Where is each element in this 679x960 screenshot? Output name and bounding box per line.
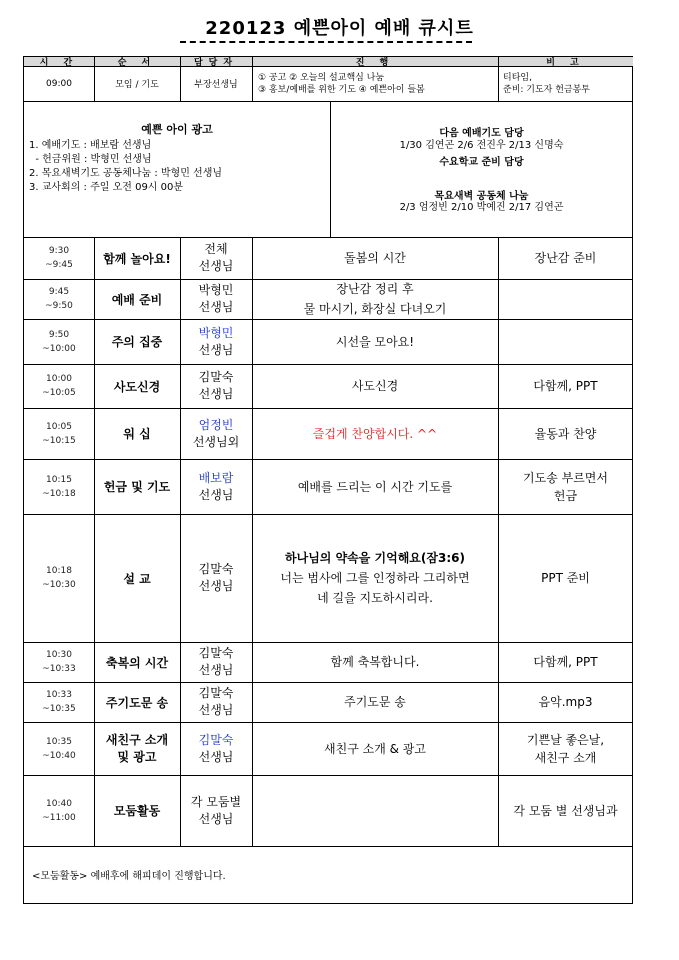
notice-right-text: 1/30 김연곤 2/6 전진우 2/13 신명숙 [399,140,564,151]
row-lead-role: 선생님 [198,387,234,401]
row-lead-name: 김말숙 [198,370,234,384]
row-note [498,775,633,846]
row-note-line: 음악.mp3 [538,695,593,709]
row-time-end: ~11:00 [42,812,76,823]
row-lead-role: 선생님 [198,487,234,502]
grid-line [180,57,181,101]
row-order: 새친구 소개 및 광고 [105,732,169,764]
row-time-end: ~10:00 [42,343,76,354]
row-lead [180,408,252,459]
row-note-line: PPT 준비 [541,571,590,585]
row-time-start: 10:05 [46,421,72,432]
row-lead [180,459,252,514]
grid-line [24,775,633,776]
prep-progress-line: ① 공고 ② 오늘의 설교핵심 나눔 [258,72,385,83]
row-progress [252,682,498,722]
notice-line: - 헌금위원 : 박형민 선생님 [29,154,152,165]
grid-line [24,682,633,683]
row-time-start: 9:50 [48,329,70,340]
row-note [498,237,633,279]
row-lead-name: 각 모둠별 [190,794,242,809]
notice-line: 3. 교사회의 : 주일 오전 09시 00분 [29,182,184,193]
row-time [24,722,94,775]
row-progress [252,237,498,279]
row-progress [252,642,498,682]
notice-right-heading: 수요학교 준비 담당 [439,156,524,168]
row-progress-line: 하나님의 약속을 기억해요(잠3:6) [285,551,465,565]
row-progress-line: 돌봄의 시간 [344,251,406,265]
row-time [24,459,94,514]
row-progress [252,408,498,459]
row-progress-line: 네 길을 지도하시리라. [317,591,433,605]
row-lead-name: 박형민 [198,325,234,340]
row-lead-name: 박형민 [198,283,234,297]
row-time-end: ~10:40 [42,750,76,761]
row-lead [180,514,252,642]
row-note-line: 기쁜날 좋은날, [526,732,605,747]
row-progress [252,459,498,514]
notice-line: 2. 목요새벽기도 공동체나눔 : 박형민 선생님 [29,168,223,179]
notice-right-text: 2/3 엄정빈 2/10 박예진 2/17 김연곤 [399,202,564,213]
row-progress-line: 사도신경 [351,379,399,393]
grid-line [94,57,95,101]
row-note-line: 다함께, PPT [533,379,598,393]
row-order: 함께 놀아요! [103,251,171,266]
header-time: 시 간 [24,57,94,66]
row-note [498,642,633,682]
row-order: 모둠활동 [113,804,161,818]
row-progress-line: 함께 축복합니다. [330,655,420,669]
row-time [24,408,94,459]
row-lead-name: 엄정빈 [198,417,234,432]
grid-line [24,364,633,365]
row-time-start: 10:00 [46,374,72,384]
row-progress-line: 물 마시기, 화장실 다녀오기 [303,302,447,316]
row-lead-role: 선생님 [198,579,234,593]
row-time-end: ~9:50 [45,301,73,311]
row-lead [180,364,252,408]
notice-right-heading: 목요새벽 공동체 나눔 [434,190,529,202]
grid-line [24,101,633,102]
row-lead [180,319,252,364]
prep-note [498,66,633,101]
prep-progress [252,66,498,101]
row-order: 축복의 시간 [105,655,169,670]
row-note-line: 율동과 찬양 [534,426,597,441]
row-note [498,682,633,722]
row-lead [180,279,252,319]
notice-right [330,101,633,237]
title-underline [180,41,472,43]
row-time-start: 9:45 [48,287,70,297]
row-time [24,775,94,846]
row-time-start: 10:15 [46,474,72,485]
row-progress [252,722,498,775]
grid-line [24,279,633,280]
notice-left [24,101,330,237]
cue-sheet-table [23,56,633,904]
row-note-line: 다함께, PPT [533,655,598,669]
grid-line [94,237,95,846]
row-time-start: 10:30 [46,650,72,660]
row-lead-role: 선생님외 [192,434,240,449]
row-time [24,642,94,682]
grid-line [24,66,633,67]
row-lead-name: 김말숙 [198,646,234,660]
row-lead-name: 배보람 [198,470,234,485]
notice-heading: 예쁜 아이 광고 [141,123,213,136]
grid-line [24,408,633,409]
row-time-end: ~9:45 [45,260,73,270]
row-progress [252,775,498,846]
row-lead-name: 김말숙 [198,562,234,576]
row-lead-name: 김말숙 [198,686,234,700]
row-order: 설 교 [123,571,151,586]
row-order: 주의 집중 [111,335,163,349]
header-order: 순 서 [94,57,180,66]
row-lead [180,722,252,775]
row-time [24,682,94,722]
row-note [498,364,633,408]
row-note [498,722,633,775]
grid-line [498,57,499,101]
header-lead: 담당자 [180,57,252,66]
row-lead [180,682,252,722]
row-lead-role: 선생님 [198,342,234,357]
grid-line [180,237,181,846]
row-note [498,279,633,319]
row-order: 헌금 및 기도 [103,480,171,494]
grid-line [252,237,253,846]
row-lead-role: 선생님 [198,749,234,764]
row-order: 사도신경 [113,379,161,394]
row-time [24,514,94,642]
grid-line [330,101,331,237]
row-lead-name: 전체 [204,242,228,256]
row-note [498,319,633,364]
row-note [498,408,633,459]
row-time-end: ~10:33 [42,664,76,674]
row-lead-role: 선생님 [198,811,234,826]
row-time-end: ~10:15 [42,435,76,446]
grid-line [24,514,633,515]
row-progress [252,364,498,408]
row-progress-line: 장난감 정리 후 [336,282,414,296]
notice-line: 1. 예배기도 : 배보람 선생님 [29,140,152,151]
row-time [24,279,94,319]
row-progress [252,279,498,319]
row-lead-role: 선생님 [198,300,234,314]
row-lead-name: 김말숙 [198,732,234,747]
row-time-start: 10:35 [46,736,72,747]
row-progress [252,319,498,364]
row-time-end: ~10:18 [42,488,76,499]
row-progress-line: 시선을 모아요! [335,334,415,349]
header-note: 비 고 [498,57,633,66]
header-progress: 진 행 [252,57,498,66]
row-time-start: 10:33 [46,690,72,700]
row-note-line: 새친구 소개 [534,750,597,765]
page-title: 220123 예쁜아이 예배 큐시트 [205,18,474,39]
row-time-end: ~10:30 [42,580,76,590]
row-progress-line: 즐겁게 찬양합시다. ^^ [312,426,438,441]
prep-time: 09:00 [46,78,72,89]
grid-line [498,237,499,846]
footer-note: <모둠활동> 예배후에 해피데이 진행합니다. [32,870,226,882]
grid-line [24,722,633,723]
row-progress-line: 새친구 소개 & 광고 [324,741,426,756]
prep-order: 모임 / 기도 [115,80,159,90]
prep-note-line: 준비: 기도자 헌금봉투 [503,84,591,95]
row-progress [252,514,498,642]
row-time-end: ~10:35 [42,704,76,714]
row-note-line: 각 모둠 별 선생님과 [513,803,618,818]
row-time-start: 10:40 [46,798,72,809]
row-time-end: ~10:05 [42,388,76,398]
row-order: 워 십 [123,427,151,441]
row-time-start: 10:18 [46,566,72,576]
prep-lead: 부장선생님 [194,80,238,90]
row-note [498,514,633,642]
row-lead [180,237,252,279]
row-lead-role: 선생님 [198,703,234,717]
row-lead-role: 선생님 [198,259,234,273]
row-lead [180,642,252,682]
grid-line [24,319,633,320]
grid-line [24,642,633,643]
row-order: 예배 준비 [111,292,163,307]
grid-line [24,237,633,238]
prep-note-line: 티타임, [503,72,532,83]
row-note-line: 헌금 [553,488,578,503]
row-lead [180,775,252,846]
row-lead-role: 선생님 [198,663,234,677]
row-note-line: 장난감 준비 [534,251,597,265]
prep-progress-line: ③ 홍보/예배를 위한 기도 ④ 예쁜아이 들봄 [258,84,425,95]
grid-line [24,459,633,460]
row-progress-line: 너는 범사에 그를 인정하라 그리하면 [280,571,470,585]
row-time [24,237,94,279]
row-note-line: 기도송 부르면서 [523,470,608,485]
row-time [24,319,94,364]
row-time [24,364,94,408]
grid-line [24,846,633,847]
row-progress-line: 예배를 드리는 이 시간 기도를 [297,479,453,494]
row-progress-line: 주기도문 송 [344,695,406,709]
notice-lines [29,139,222,195]
notice-right-heading: 다음 예배기도 담당 [439,127,524,139]
row-note [498,459,633,514]
grid-line [252,57,253,101]
row-order: 주기도문 송 [105,695,169,710]
row-time-start: 9:30 [48,246,70,256]
